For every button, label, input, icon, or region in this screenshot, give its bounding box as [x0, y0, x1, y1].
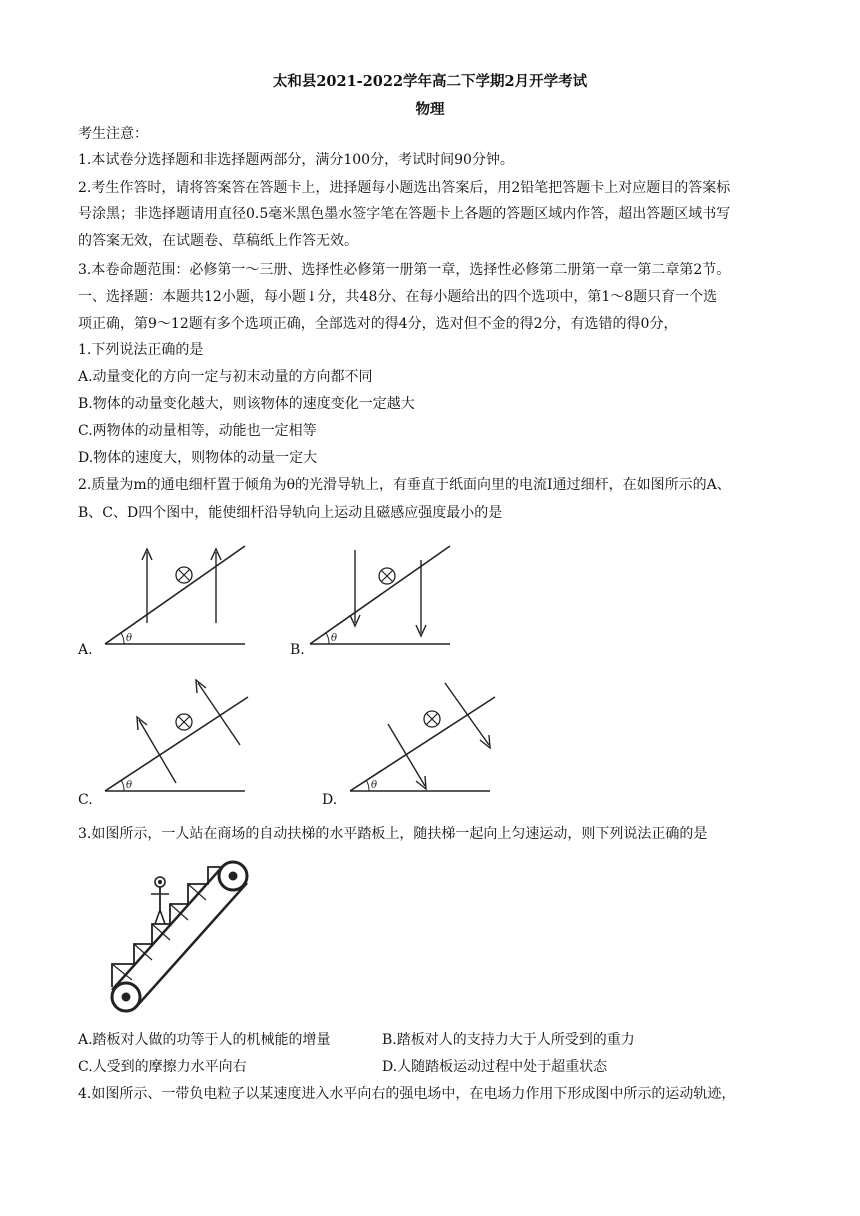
- theta-symbol: θ: [331, 633, 338, 644]
- figure-a-diagram: [100, 540, 250, 660]
- figure-c-label: C.: [78, 792, 93, 808]
- person-icon: [151, 877, 169, 924]
- figure-a-label: A.: [78, 642, 93, 658]
- q1-option-c: C.两物体的动量相等，动能也一定相等: [78, 423, 317, 439]
- exam-title: 太和县2021-2022学年高二下学期2月开学考试: [272, 73, 588, 90]
- subject-title: 物理: [415, 101, 445, 118]
- notice-item-3: 3.本卷命题范围：必修第一～三册、选择性必修第一册第一章，选择性必修第二册第一章一第二章第2节。: [78, 262, 731, 278]
- q1-stem: 1.下列说法正确的是: [78, 342, 204, 358]
- q3-stem: 3.如图所示，一人站在商场的自动扶梯的水平踏板上，随扶梯一起向上匀速运动，则下列说法正确的是: [78, 826, 708, 842]
- q1-option-d: D.物体的速度大，则物体的动量一定大: [78, 450, 318, 466]
- theta-symbol: θ: [371, 780, 378, 791]
- q3-option-b: B.踏板对人的支持力大于人所受到的重力: [382, 1032, 635, 1048]
- section1-instructions: 一、选择题：本题共12小题，每小题↓分，共48分、在每小题给出的四个选项中，第1～8题只育一个选: [78, 289, 718, 305]
- notice-item-2-cont: 号涂黑；非选择题请用直径0.5毫米黑色墨水签字笔在答题卡上各题的答题区域内作答，超出答题区域书写: [78, 206, 731, 222]
- figure-d-label: D.: [322, 792, 338, 808]
- notice-item-1: 1.本试卷分选择题和非选择题两部分，满分100分，考试时间90分钟。: [78, 152, 514, 168]
- q3-option-a: A.踏板对人做的功等于人的机械能的增量: [78, 1032, 331, 1048]
- figure-c-diagram: [100, 677, 260, 805]
- q3-option-d: D.人随踏板运动过程中处于超重状态: [382, 1059, 608, 1075]
- notice-item-2-cont2: 的答案无效，在试题卷、草稿纸上作答无效。: [78, 233, 358, 249]
- q1-option-b: B.物体的动量变化越大，则该物体的速度变化一定越大: [78, 396, 415, 412]
- escalator-diagram: [100, 852, 260, 1012]
- q3-option-c: C.人受到的摩擦力水平向右: [78, 1059, 247, 1075]
- q2-stem-cont: B、C、D四个图中，能使细杆沿导轨向上运动且磁感应强度最小的是: [78, 505, 503, 521]
- notice-heading: 考生注意：: [78, 126, 148, 142]
- figure-d-diagram: [345, 677, 505, 805]
- q2-stem: 2.质量为m的通电细杆置于倾角为θ的光滑导轨上，有垂直于纸面向里的电流I通过细杆，在如图所示的A、: [78, 477, 731, 493]
- theta-symbol: θ: [126, 633, 133, 644]
- figure-b-diagram: [305, 540, 455, 660]
- q4-stem: 4.如图所示、一带负电粒子以某速度进入水平向右的强电场中，在电场力作用下形成图中所示的运动轨迹，: [78, 1086, 736, 1102]
- section1-instructions-cont: 项正确，第9～12题有多个选项正确，全部选对的得4分，选对但不金的得2分，有选错的得0分，: [78, 316, 678, 332]
- theta-symbol: θ: [126, 780, 133, 791]
- notice-item-2: 2.考生作答时，请将答案答在答题卡上，进择题每小题选出答案后，用2铅笔把答题卡上对应题目的答案标: [78, 180, 731, 196]
- q1-option-a: A.动量变化的方向一定与初末动量的方向都不同: [78, 369, 373, 385]
- figure-b-label: B.: [290, 642, 305, 658]
